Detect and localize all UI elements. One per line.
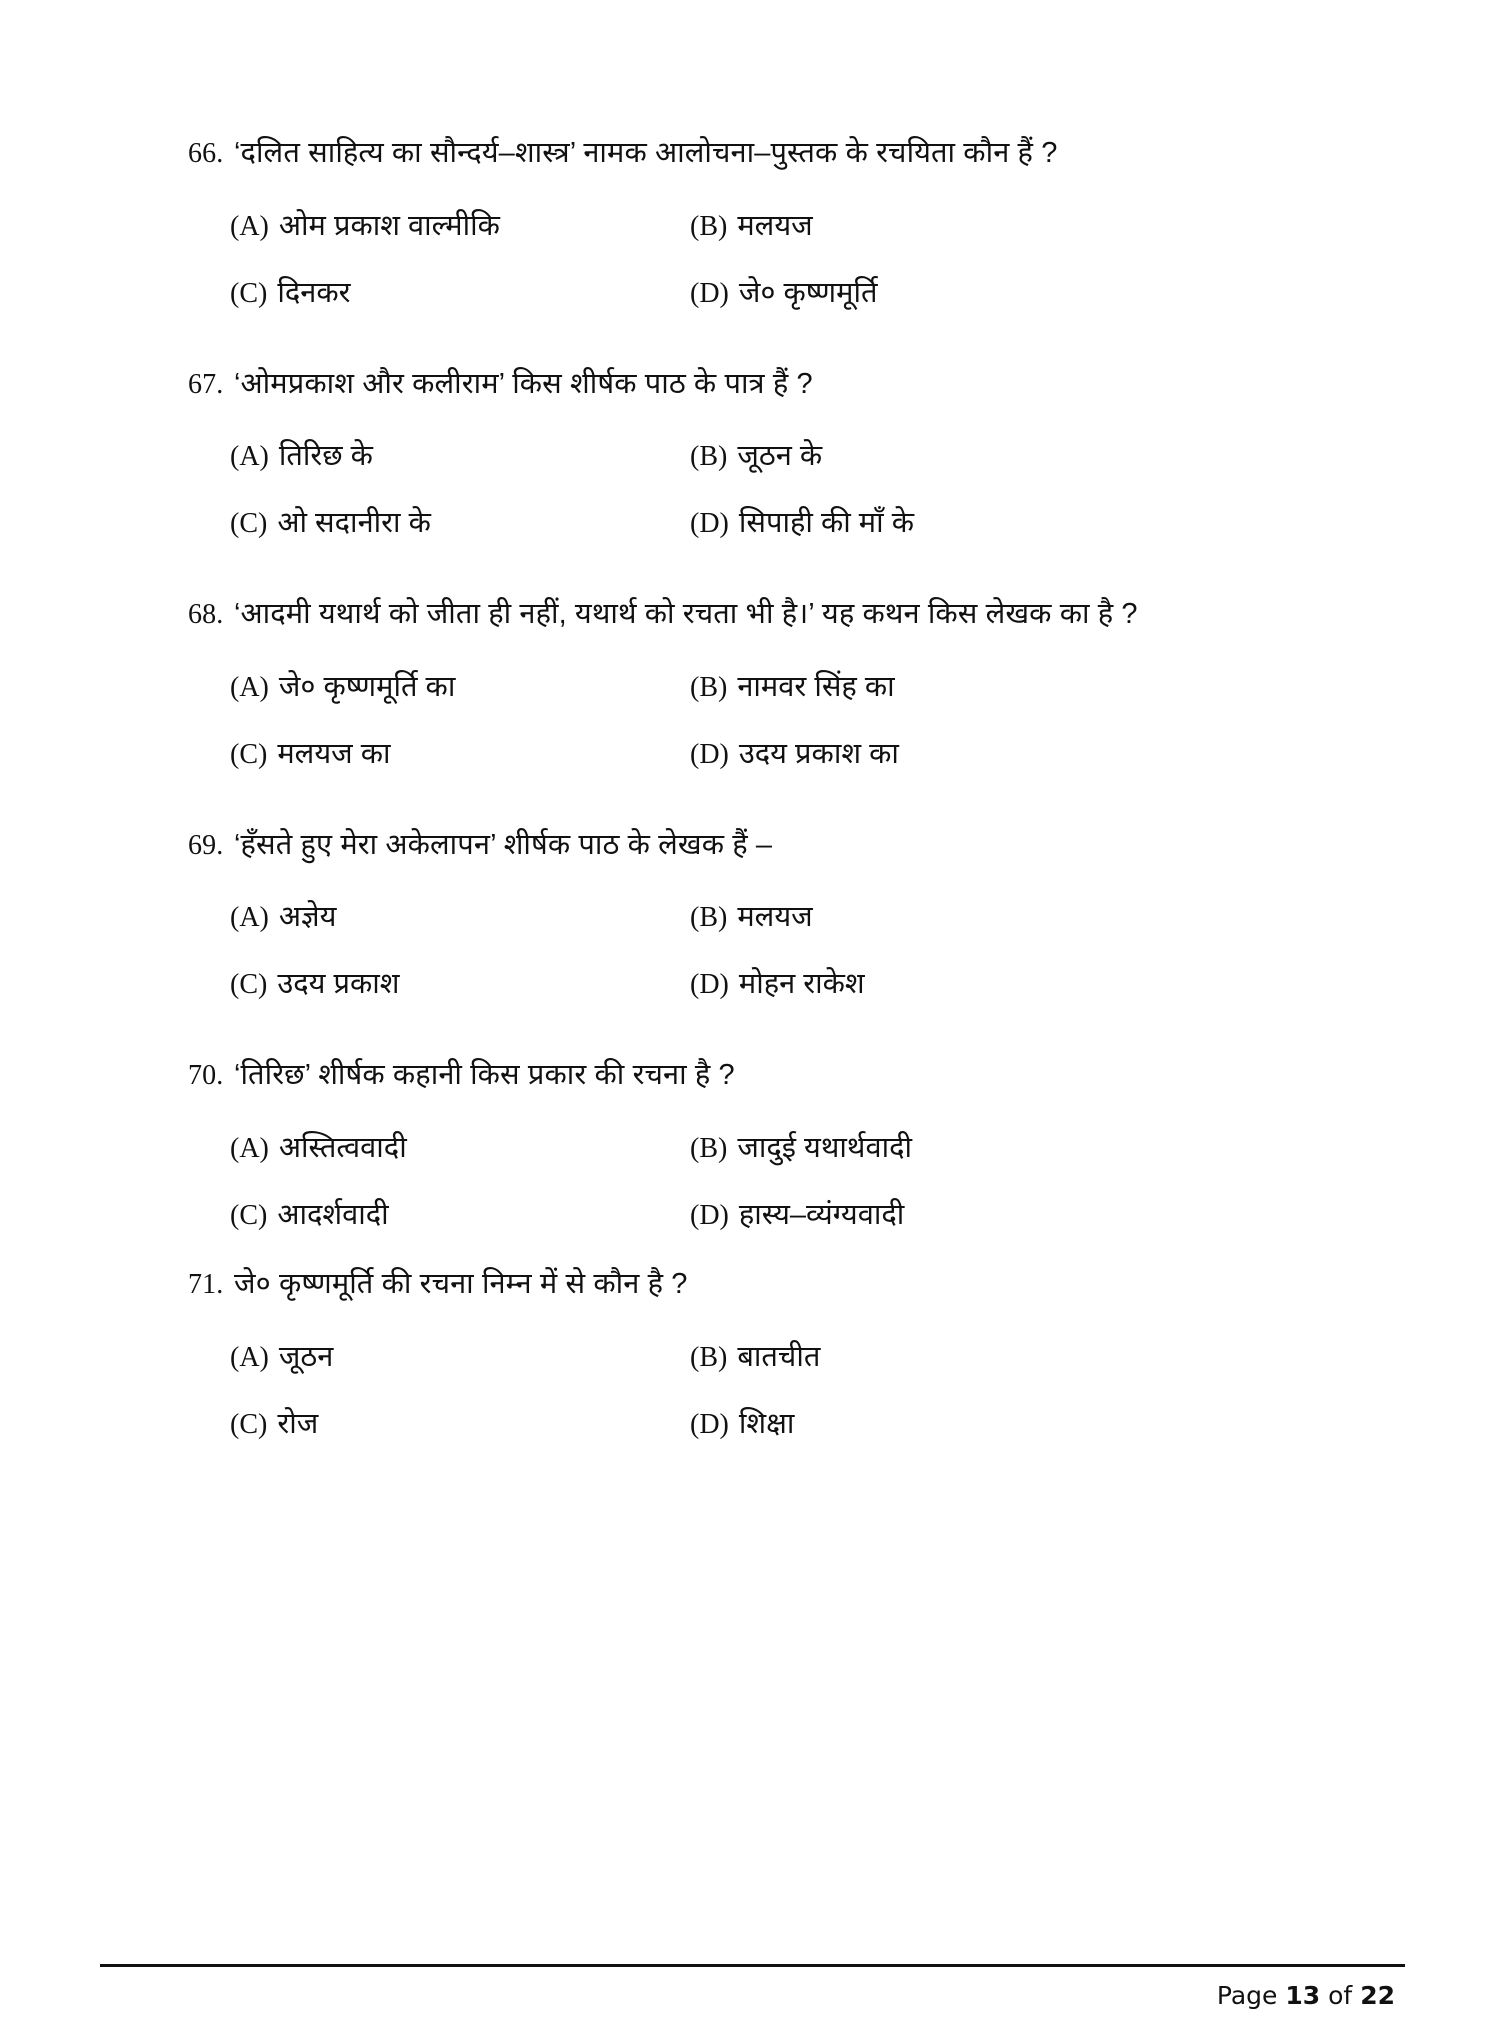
option-d[interactable] [690,963,1363,1002]
footer-of-word: of [1328,1981,1353,2010]
question-number: 67. [188,368,224,400]
option-text: ओम प्रकाश वाल्मीकि [278,209,500,242]
option-c[interactable] [230,272,690,311]
option-b[interactable] [690,896,1363,935]
option-row [230,963,1363,1002]
option-label: (C) [230,738,268,770]
option-a[interactable] [230,435,690,474]
option-text: जे० कृष्णमूर्ति का [278,670,456,703]
question-line [188,132,1363,175]
option-text: अस्तित्ववादी [278,1131,407,1164]
footer-page-word: Page [1216,1981,1278,2010]
option-label: (B) [690,1132,728,1164]
question-line [188,824,1363,867]
option-c[interactable] [230,963,690,1002]
option-label: (A) [230,210,269,242]
question-number: 70. [188,1060,224,1092]
option-text: मलयज [737,209,813,242]
option-label: (C) [230,1199,268,1231]
total-page-number: 22 [1360,1981,1395,2010]
option-label: (A) [230,1132,269,1164]
option-b[interactable] [690,435,1363,474]
question-line [188,1054,1363,1097]
option-label: (B) [690,671,728,703]
option-d[interactable] [690,1403,1363,1442]
question-text: ‘ओमप्रकाश और कलीराम’ किस शीर्षक पाठ के पात्र हैं ? [234,367,813,400]
option-label: (D) [690,969,729,1001]
option-row [230,205,1363,244]
option-text: जूठन के [737,440,823,473]
option-row [230,502,1363,541]
option-b[interactable] [690,1336,1363,1375]
option-text: शिक्षा [738,1407,795,1440]
option-b[interactable] [690,666,1363,705]
option-label: (B) [690,441,728,473]
option-a[interactable] [230,896,690,935]
option-d[interactable] [690,272,1363,311]
question-number: 68. [188,599,224,631]
option-label: (D) [690,738,729,770]
question-line [188,593,1363,636]
option-text: सिपाही की माँ के [738,507,914,540]
option-a[interactable] [230,205,690,244]
question-block [188,1054,1363,1233]
option-row [230,435,1363,474]
option-label: (A) [230,671,269,703]
question-block [188,824,1363,1003]
options-group [230,666,1363,772]
question-text: ‘आदमी यथार्थ को जीता ही नहीं, यथार्थ को रचता भी है।’ यह कथन किस लेखक का है ? [234,598,1138,631]
option-row [230,733,1363,772]
option-text: मलयज [737,901,813,934]
question-text: ‘तिरिछ’ शीर्षक कहानी किस प्रकार की रचना है ? [234,1059,735,1092]
option-label: (D) [690,1199,729,1231]
option-text: मलयज का [277,737,391,770]
option-c[interactable] [230,733,690,772]
option-row [230,1194,1363,1233]
question-line [188,1263,1363,1306]
option-label: (D) [690,1408,729,1440]
option-text: नामवर सिंह का [737,670,895,703]
option-c[interactable] [230,502,690,541]
option-text: अज्ञेय [278,901,337,934]
question-text: ‘हँसते हुए मेरा अकेलापन’ शीर्षक पाठ के लेखक हैं – [234,828,773,861]
option-label: (C) [230,1408,268,1440]
questions-container [188,132,1363,1494]
question-block [188,1263,1363,1442]
option-label: (D) [690,277,729,309]
option-text: हास्य–व्यंग्यवादी [738,1198,905,1231]
option-d[interactable] [690,502,1363,541]
option-text: ओ सदानीरा के [277,507,431,540]
option-b[interactable] [690,1127,1363,1166]
option-text: दिनकर [277,276,351,309]
option-d[interactable] [690,733,1363,772]
option-text: रोज [277,1407,319,1440]
option-a[interactable] [230,666,690,705]
option-label: (C) [230,277,268,309]
question-number: 66. [188,138,224,169]
question-number: 71. [188,1268,224,1300]
option-label: (D) [690,508,729,540]
option-text: उदय प्रकाश [277,968,400,1001]
question-text: जे० कृष्णमूर्ति की रचना निम्न में से कौन है ? [234,1267,688,1300]
option-label: (A) [230,902,269,934]
option-d[interactable] [690,1194,1363,1233]
option-b[interactable] [690,205,1363,244]
option-row [230,1403,1363,1442]
options-group [230,435,1363,541]
option-text: बातचीत [737,1340,821,1373]
question-block [188,363,1363,542]
question-line [188,363,1363,406]
question-number: 69. [188,829,224,861]
option-label: (B) [690,902,728,934]
options-group [230,205,1363,311]
option-text: तिरिछ के [278,440,373,473]
current-page-number: 13 [1285,1981,1321,2010]
option-text: मोहन राकेश [738,968,865,1001]
option-row [230,666,1363,705]
question-text: ‘दलित साहित्य का सौन्दर्य–शास्त्र’ नामक आलोचना–पुस्तक के रचयिता कौन हैं ? [234,137,1058,169]
option-label: (C) [230,969,268,1001]
options-group [230,1127,1363,1233]
option-row [230,1336,1363,1375]
option-label: (A) [230,441,269,473]
question-block [188,132,1363,311]
options-group [230,896,1363,1002]
option-row [230,1127,1363,1166]
option-text: जे० कृष्णमूर्ति [738,276,878,309]
page-number-label [100,1981,1405,2010]
page-footer [100,1964,1405,2010]
option-c[interactable] [230,1194,690,1233]
option-a[interactable] [230,1336,690,1375]
option-c[interactable] [230,1403,690,1442]
option-label: (A) [230,1341,269,1373]
footer-divider [100,1964,1405,1967]
option-label: (B) [690,1341,728,1373]
question-block [188,593,1363,772]
option-row [230,896,1363,935]
option-text: उदय प्रकाश का [738,737,899,770]
option-text: आदर्शवादी [277,1198,389,1231]
option-label: (C) [230,508,268,540]
options-group [230,1336,1363,1442]
option-a[interactable] [230,1127,690,1166]
option-label: (B) [690,210,728,242]
option-text: जूठन [278,1340,334,1373]
option-text: जादुई यथार्थवादी [737,1131,912,1164]
option-row [230,272,1363,311]
